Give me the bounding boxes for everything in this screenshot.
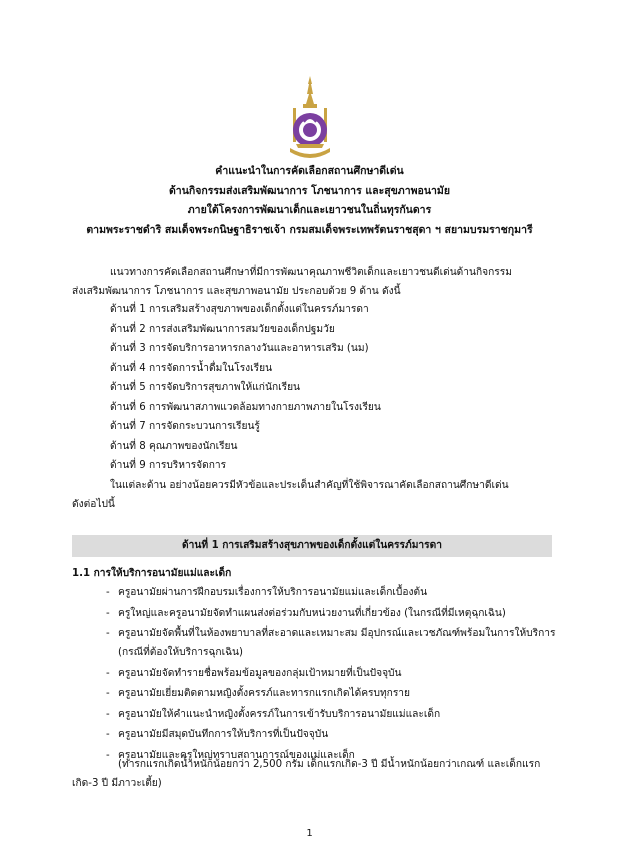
aspect-item: ด้านที่ 4 การจัดการน้ำดื่มในโรงเรียน [110, 362, 273, 374]
sub-heading: 1.1 การให้บริการอนามัยแม่และเด็ก [72, 568, 232, 579]
list-item [106, 705, 556, 724]
list-item-text: ครูใหญ่และครูอนามัยจัดทำแผนส่งต่อร่วมกับหน่วยงานที่เกี่ยวข้อง (ในกรณีที่มีเหตุฉุกเฉิน) [118, 607, 506, 619]
aspect-item: ด้านที่ 9 การบริหารจัดการ [110, 460, 227, 471]
aspect-item: ด้านที่ 7 การจัดกระบวนการเรียนรู้ [110, 421, 260, 432]
list-item-text: ครูอนามัยให้คำแนะนำหญิงตั้งครรภ์ในการเข้ารับบริการอนามัยแม่และเด็ก [118, 708, 441, 720]
intro-line: แนวทางการคัดเลือกสถานศึกษาที่มีการพัฒนาคุณภาพชีวิตเด็กและเยาวชนดีเด่นด้านกิจกรรม [110, 267, 512, 278]
aspect-item: ด้านที่ 6 การพัฒนาสภาพแวดล้อมทางกายภาพภายในโรงเรียน [110, 401, 381, 413]
list-item [106, 624, 556, 662]
intro-line: ส่งเสริมพัฒนาการ โภชนาการ และสุขภาพอนามัย ประกอบด้วย 9 ด้าน ดังนี้ [72, 286, 401, 297]
bullet-marker: - [106, 607, 110, 619]
note-line: ดังต่อไปนี้ [72, 499, 115, 510]
aspect-item: ด้านที่ 2 การส่งเสริมพัฒนาการสมวัยของเด็กปฐมวัย [110, 323, 335, 335]
aspect-item: ด้านที่ 1 การเสริมสร้างสุขภาพของเด็กตั้งแต่ในครรภ์มารดา [110, 304, 369, 315]
bullet-marker: - [106, 688, 110, 699]
list-item-text: ครูอนามัยจัดพื้นที่ในห้องพยาบาลที่สะอาดและเหมาะสม มีอุปกรณ์และเวชภัณฑ์พร้อมในการให้บริการ (กรณีที่ต้องให้บริการฉุกเฉิน) [118, 628, 556, 658]
bullet-marker: - [106, 729, 110, 740]
bullet-marker: - [106, 587, 110, 598]
list-item-text: ครูอนามัยมีสมุดบันทึกการให้บริการที่เป็นปัจจุบัน [118, 729, 329, 740]
footnote-paragraph [72, 755, 552, 793]
title-line: ด้านกิจกรรมส่งเสริมพัฒนาการ โภชนาการ และสุขภาพอนามัย [168, 184, 450, 197]
aspect-item: ด้านที่ 3 การจัดบริการอาหารกลางวันและอาหารเสริม (นม) [110, 343, 369, 354]
royal-emblem-icon [286, 74, 334, 166]
footnote-line: เกิด-3 ปี มีภาวะเตี้ย) [72, 778, 162, 789]
list-item [106, 604, 556, 623]
page-number: 1 [306, 828, 313, 839]
aspect-list [110, 300, 381, 476]
note-paragraph [72, 476, 552, 514]
intro-paragraph [72, 263, 552, 301]
title-line: คำแนะนำในการคัดเลือกสถานศึกษาดีเด่น [215, 165, 404, 177]
document-title [30, 162, 589, 240]
title-line: ตามพระราชดำริ สมเด็จพระกนิษฐาธิราชเจ้า กรมสมเด็จพระเทพรัตนราชสุดา ฯ สยามบรมราชกุมารี [86, 223, 533, 236]
list-item-text: ครูอนามัยเยี่ยมติดตามหญิงตั้งครรภ์และทารกแรกเกิดได้ครบทุกราย [118, 688, 410, 699]
list-item [106, 583, 556, 602]
bullet-marker: - [106, 708, 110, 720]
list-item-text: ครูอนามัยและครูใหญ่ทราบสถานการณ์ของแม่และเด็ก [118, 749, 355, 761]
aspect-item: ด้านที่ 5 การจัดบริการสุขภาพให้แก่นักเรียน [110, 382, 300, 393]
bullet-marker: - [106, 667, 110, 679]
bullet-list [106, 583, 556, 766]
bullet-marker: - [106, 628, 110, 639]
list-item [106, 664, 556, 683]
note-line: ในแต่ละด้าน อย่างน้อยควรมีหัวข้อและประเด็นสำคัญที่ใช้พิจารณาคัดเลือกสถานศึกษาดีเด่น [110, 480, 509, 491]
section-header: ด้านที่ 1 การเสริมสร้างสุขภาพของเด็กตั้งแต่ในครรภ์มารดา [72, 535, 552, 557]
list-item-text: ครูอนามัยจัดทำรายชื่อพร้อมข้อมูลของกลุ่มเป้าหมายที่เป็นปัจจุบัน [118, 667, 402, 679]
footnote-line: (ทารกแรกเกิดน้ำหนักน้อยกว่า 2,500 กรัม เด็กแรกเกิด-3 ปี มีน้ำหนักน้อยกว่าเกณฑ์ และเด็กแรก [118, 759, 541, 770]
bullet-marker: - [106, 749, 110, 761]
list-item-text: ครูอนามัยผ่านการฝึกอบรมเรื่องการให้บริการอนามัยแม่และเด็กเบื้องต้น [118, 587, 428, 598]
list-item [106, 684, 556, 703]
list-item [106, 725, 556, 744]
aspect-item: ด้านที่ 8 คุณภาพของนักเรียน [110, 440, 238, 452]
title-line: ภายใต้โครงการพัฒนาเด็กและเยาวชนในถิ่นทุรกันดาร [187, 204, 432, 216]
